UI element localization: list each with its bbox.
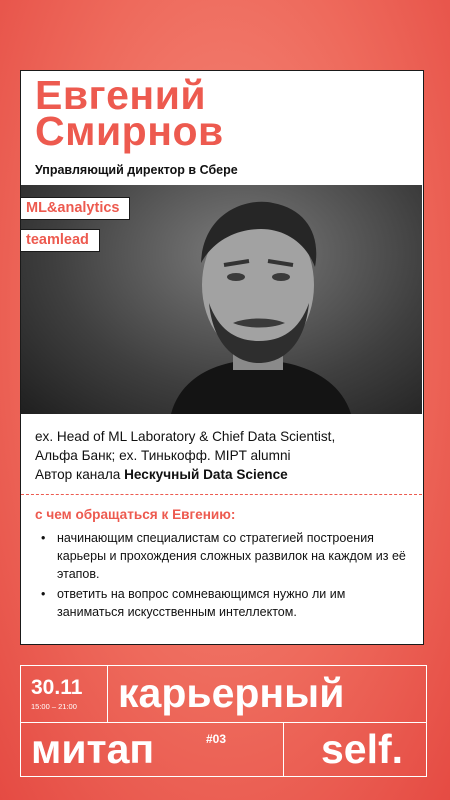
topic-item — [39, 585, 409, 621]
bullet-icon: • — [41, 531, 46, 545]
bio-line: ex. Head of ML Laboratory & Chief Data Scientist, — [35, 429, 336, 444]
footer-divider-v — [107, 666, 108, 722]
bullet-icon: • — [41, 587, 46, 601]
tag-ml-analytics: ML&analytics — [21, 197, 130, 220]
topic-item — [39, 529, 409, 583]
dashed-divider — [21, 494, 422, 495]
event-time: 15:00 – 21:00 — [31, 702, 77, 711]
topics-heading: с чем обращаться к Евгению: — [35, 507, 236, 522]
topic-text: ответить на вопрос сомневающимся нужно ли им заниматься искусственным интеллектом. — [57, 587, 346, 619]
bio-channel-name: Нескучный Data Science — [124, 467, 288, 482]
event-footer — [20, 665, 427, 777]
topic-text: начинающим специалистам со стратегией построения карьеры и прохождения сложных развилок на каждом из её этапов. — [57, 531, 406, 581]
speaker-card — [20, 70, 424, 645]
speaker-bio — [35, 427, 415, 484]
tag-teamlead: teamlead — [21, 229, 100, 252]
speaker-name — [35, 72, 224, 154]
speaker-role: Управляющий директор в Сбере — [35, 163, 238, 177]
event-title-word2: митап — [31, 726, 155, 772]
topics-list — [39, 529, 409, 621]
event-title-word1: карьерный — [118, 670, 345, 716]
speaker-first-name: Евгений — [35, 72, 207, 118]
event-date: 30.11 — [31, 676, 83, 699]
speaker-last-name: Смирнов — [35, 108, 224, 154]
bio-channel-prefix: Автор канала — [35, 467, 125, 482]
bio-line: Альфа Банк; ex. Тинькофф. MIPT alumni — [35, 448, 291, 463]
footer-divider-v — [283, 722, 284, 776]
speaker-photo — [21, 185, 422, 414]
event-number: #03 — [206, 732, 227, 746]
footer-divider-h — [21, 722, 426, 723]
bio-line — [35, 465, 415, 484]
brand-logo: self. — [321, 726, 404, 772]
